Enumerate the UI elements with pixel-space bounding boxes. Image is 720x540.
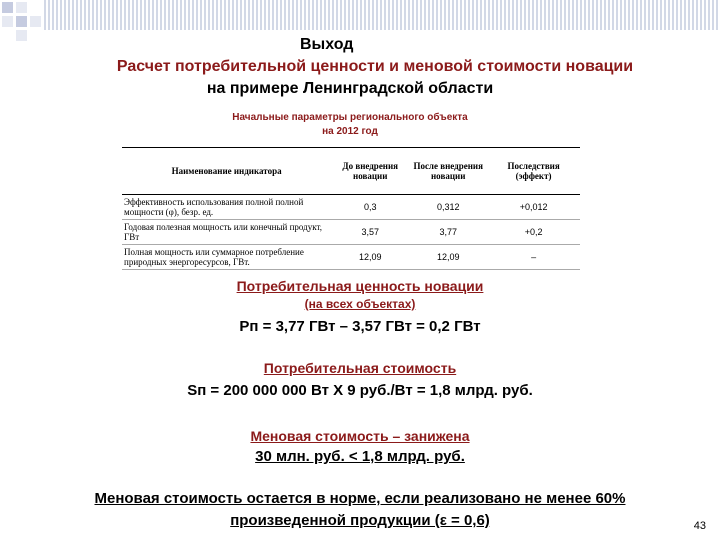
use-value-formula: Рп = 3,77 ГВт – 3,57 ГВт = 0,2 ГВт [239, 318, 481, 335]
table-caption: Начальные параметры регионального объекта [232, 112, 468, 123]
decorative-stripe-band [44, 0, 720, 30]
conclusion-line-2: произведенной продукции (ε = 0,6) [230, 512, 490, 529]
table-row [122, 195, 580, 220]
cell-effect: – [487, 245, 580, 270]
deco-square [2, 2, 13, 13]
cell-name: Эффективность использования полной полной мощности (φ), безр. ед. [122, 195, 331, 220]
conclusion-line-1: Меновая стоимость остается в норме, если реализовано не менее 60% [94, 490, 626, 507]
col-header-effect: Последствия (эффект) [487, 148, 580, 195]
exit-label[interactable]: Выход [300, 36, 354, 53]
cell-effect: +0,012 [487, 195, 580, 220]
cell-before: 12,09 [331, 245, 409, 270]
consumer-cost-formula: Sп = 200 000 000 Вт Х 9 руб./Вт = 1,8 млрд. руб. [187, 382, 533, 399]
page-number: 43 [693, 520, 706, 532]
cell-before: 3,57 [331, 220, 409, 245]
table-header-row [122, 148, 580, 195]
cell-after: 3,77 [409, 220, 487, 245]
deco-square [16, 2, 27, 13]
deco-square [2, 16, 13, 27]
cell-after: 0,312 [409, 195, 487, 220]
table-caption-year: на 2012 год [322, 126, 378, 137]
use-value-title: Потребительная ценность новации [236, 278, 484, 294]
cell-effect: +0,2 [487, 220, 580, 245]
deco-square [16, 30, 27, 41]
table-row [122, 220, 580, 245]
col-header-before: До внедрения новации [331, 148, 409, 195]
cell-name: Полная мощность или суммарное потребление природных энергоресурсов, ГВт. [122, 245, 331, 270]
slide-subtitle: на примере Ленинградской области [206, 80, 494, 97]
exchange-value-title: Меновая стоимость – занижена [250, 428, 470, 444]
cell-before: 0,3 [331, 195, 409, 220]
use-value-subtitle: (на всех объектах) [304, 297, 416, 311]
consumer-cost-title: Потребительная стоимость [263, 360, 457, 376]
parameters-table [122, 147, 580, 270]
slide-title: Расчет потребительной ценности и меновой стоимости новации [116, 58, 634, 75]
col-header-indicator: Наименование индикатора [122, 148, 331, 195]
cell-name: Годовая полезная мощность или конечный продукт, ГВт [122, 220, 331, 245]
decorative-squares [0, 0, 60, 50]
deco-square [16, 16, 27, 27]
col-header-after: После внедрения новации [409, 148, 487, 195]
table-row [122, 245, 580, 270]
cell-after: 12,09 [409, 245, 487, 270]
exchange-value-formula: 30 млн. руб. < 1,8 млрд. руб. [255, 448, 465, 465]
deco-square [30, 16, 41, 27]
